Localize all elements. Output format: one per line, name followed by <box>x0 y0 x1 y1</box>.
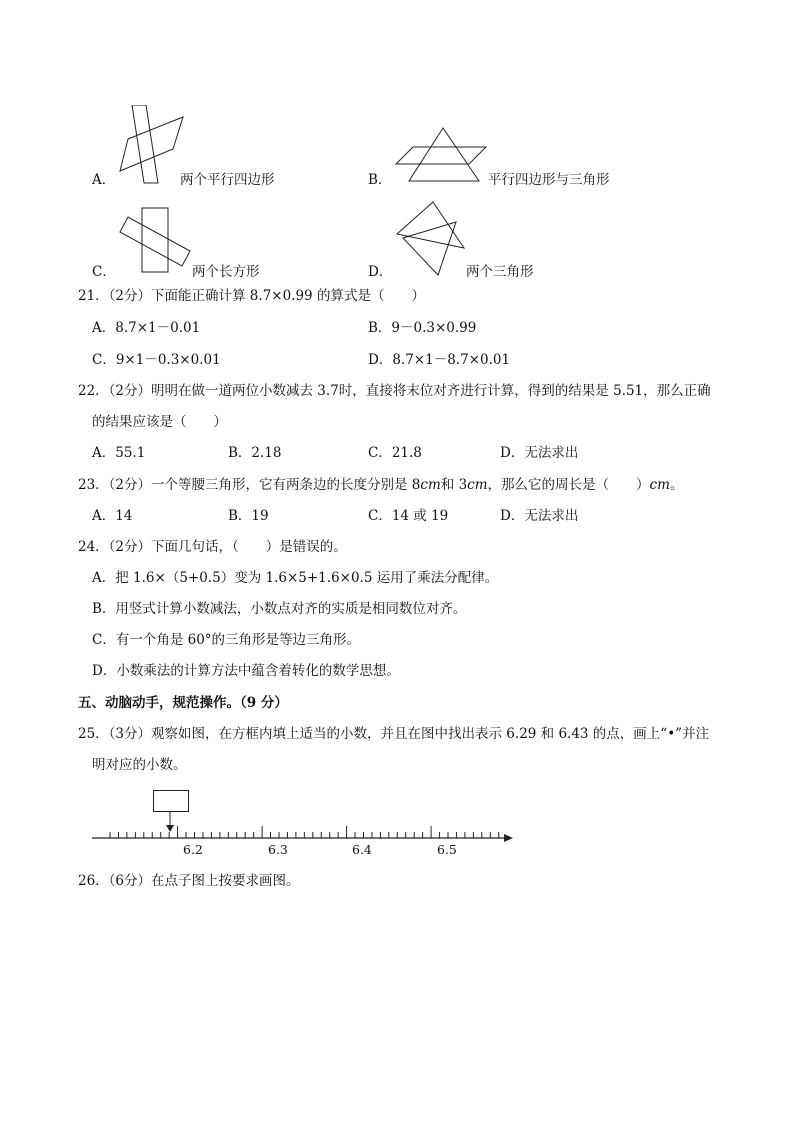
q21-option-c: C．9×1－0.3×0.01 <box>92 352 221 368</box>
q22-stem-line1: 22．（2分）明明在做一道两位小数减去 3.7时，直接将末位对齐进行计算，得到的结果是 5.51，那么正确 <box>78 383 711 399</box>
option-c-caption: 两个长方形 <box>192 264 260 280</box>
arrow-pointer-icon <box>166 825 174 832</box>
q24-option-d: D．小数乘法的计算方法中蕴含着转化的数学思想。 <box>92 663 400 679</box>
q23-unit-3: cm <box>649 477 670 493</box>
q22-stem-line2: 的结果应该是（ ） <box>92 414 227 430</box>
option-d-caption: 两个三角形 <box>466 264 534 280</box>
tick-label-6-5: 6.5 <box>437 842 457 857</box>
q23-stem-part3: ，那么它的周长是（ ） <box>487 477 650 493</box>
q22-option-b: B．2.18 <box>228 445 282 461</box>
q23-unit-2: cm <box>467 477 488 493</box>
number-line-figure <box>92 788 522 868</box>
q24-stem: 24．（2分）下面几句话，（ ）是错误的。 <box>78 539 347 555</box>
q23-stem <box>78 479 683 493</box>
q23-option-d: D．无法求出 <box>500 508 579 524</box>
q23-option-a: A．14 <box>92 508 133 524</box>
number-line-arrow-icon <box>504 834 513 842</box>
section-5-title: 五、动脑动手，规范操作。（9 分） <box>78 695 288 711</box>
tick-label-6-4: 6.4 <box>352 842 372 857</box>
q25-stem-line2: 明对应的小数。 <box>92 757 187 773</box>
q24-option-c: C．有一个角是 60°的三角形是等边三角形。 <box>92 632 361 648</box>
q21-stem: 21．（2分）下面能正确计算 8.7×0.99 的算式是（ ） <box>78 288 425 304</box>
q23-option-c: C．14 或 19 <box>368 508 449 524</box>
q21-option-a: A．8.7×1－0.01 <box>92 320 201 336</box>
q23-option-b: B．19 <box>228 508 269 524</box>
q23-stem-part1: 23．（2分）一个等腰三角形，它有两条边的长度分别是 8 <box>78 477 421 493</box>
figure-two-triangles <box>393 200 468 278</box>
q24-option-a: A．把 1.6×（5+0.5）变为 1.6×5+1.6×0.5 运用了乘法分配律。 <box>92 570 499 586</box>
figure-two-rectangles <box>118 206 193 276</box>
q21-option-b: B．9－0.3×0.99 <box>368 320 477 336</box>
number-line <box>92 788 522 868</box>
q26-stem: 26．（6分）在点子图上按要求画图。 <box>78 873 300 889</box>
option-b-caption: 平行四边形与三角形 <box>488 172 610 188</box>
figure-parallelogram-and-triangle <box>393 126 488 184</box>
q22-option-a: A．55.1 <box>92 445 146 461</box>
option-b-letter: B． <box>368 172 392 188</box>
tick-label-6-2: 6.2 <box>183 842 203 857</box>
q25-stem-line1: 25．（3分）观察如图，在方框内填上适当的小数，并且在图中找出表示 6.29 和 6.43 的点，画上“•”并注 <box>78 726 710 742</box>
tick-label-6-3: 6.3 <box>268 842 288 857</box>
q23-stem-part4: 。 <box>669 477 684 493</box>
q23-stem-part2: 和 3 <box>440 477 468 493</box>
q21-option-d: D．8.7×1－8.7×0.01 <box>368 352 511 368</box>
q23-unit-1: cm <box>420 477 441 493</box>
q24-option-b: B．用竖式计算小数减法，小数点对齐的实质是相同数位对齐。 <box>92 601 467 617</box>
option-c-letter: C． <box>92 264 116 280</box>
q22-option-d: D．无法求出 <box>500 445 579 461</box>
option-d-letter: D． <box>368 264 393 280</box>
q22-option-c: C．21.8 <box>368 445 422 461</box>
figure-two-parallelograms <box>118 105 188 185</box>
option-a-letter: A． <box>92 172 116 188</box>
option-a-caption: 两个平行四边形 <box>180 172 275 188</box>
